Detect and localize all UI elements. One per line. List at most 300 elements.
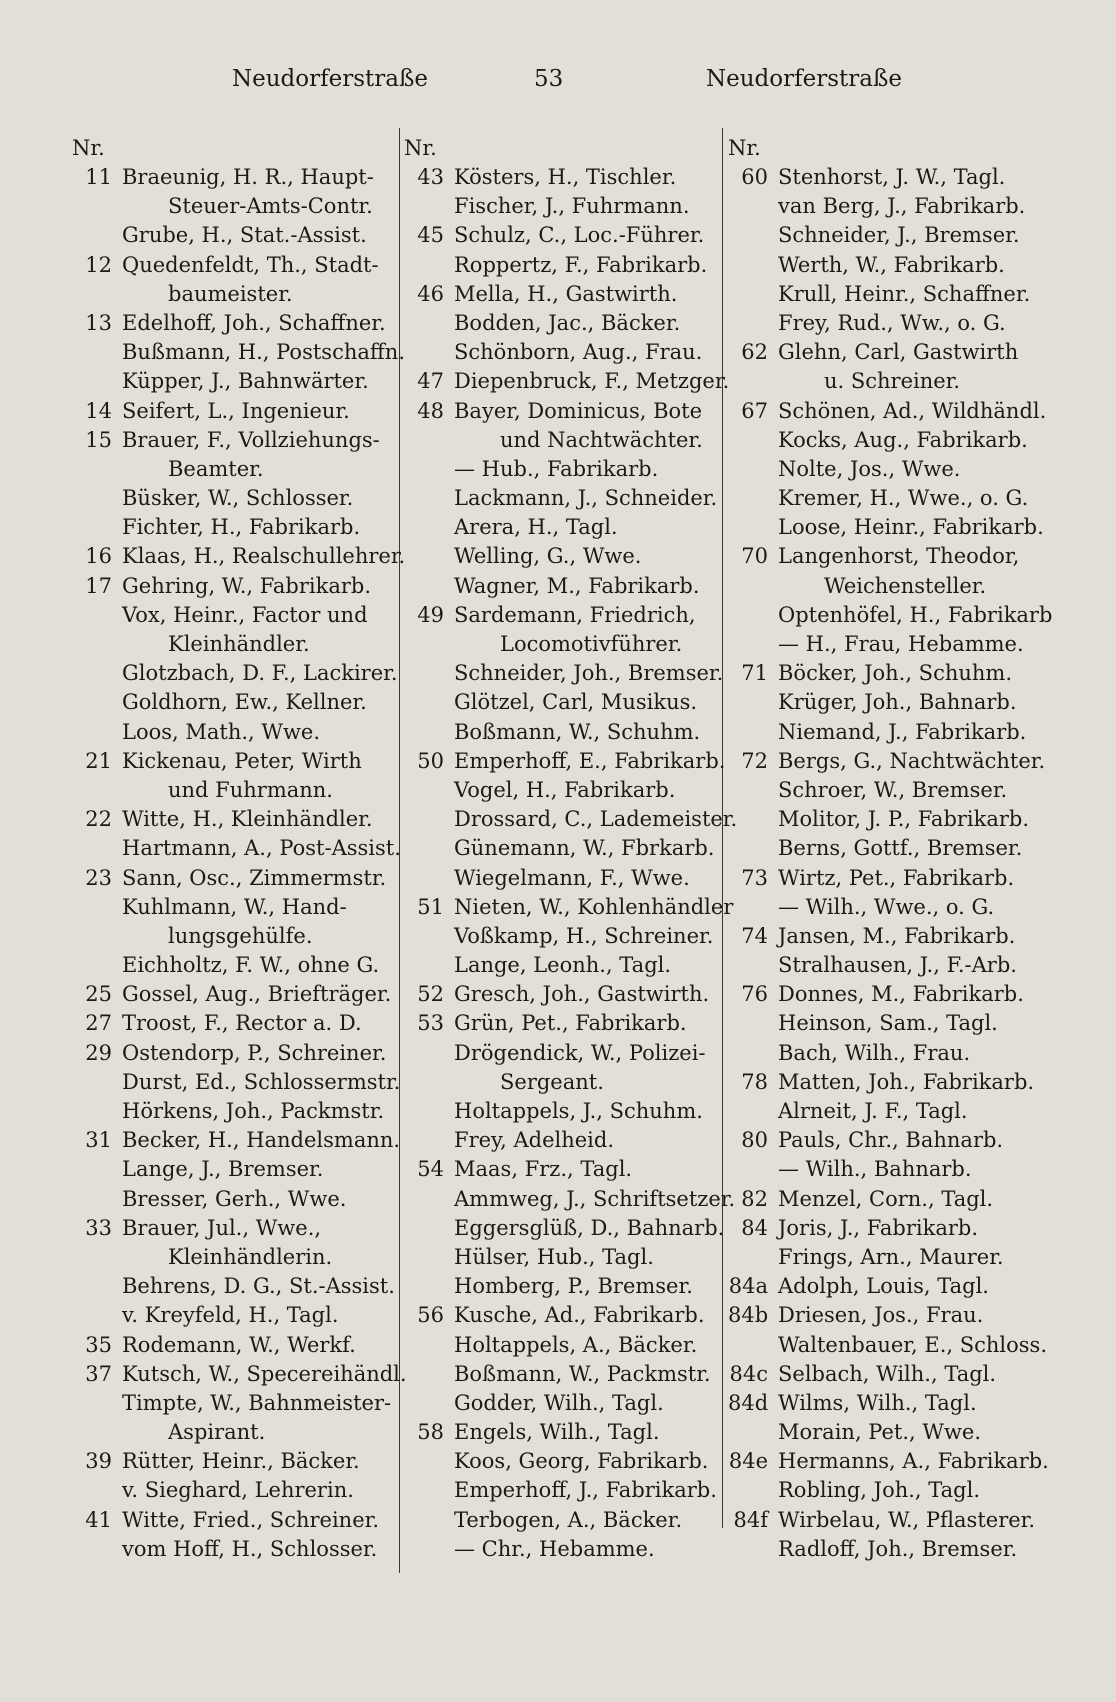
house-number: 22 <box>85 807 112 832</box>
resident-text: Optenhöfel, H., Fabrikarb <box>778 602 1053 627</box>
resident-text: Krull, Heinr., Schaffner. <box>778 281 1031 306</box>
directory-entry <box>728 1418 1068 1447</box>
directory-entry <box>404 834 734 863</box>
directory-entry <box>72 1476 402 1505</box>
directory-entry <box>404 1535 734 1564</box>
resident-text: Nolte, Jos., Wwe. <box>778 456 961 481</box>
directory-entry <box>404 1418 734 1447</box>
directory-entry <box>72 1097 402 1126</box>
directory-entry <box>728 163 1068 192</box>
resident-text: Molitor, J. P., Fabrikarb. <box>778 807 1030 832</box>
house-number: 29 <box>85 1040 112 1065</box>
resident-text: Holtappels, J., Schuhm. <box>454 1099 703 1123</box>
directory-entry <box>728 951 1068 980</box>
resident-text: Brauer, F., Vollziehungs- <box>122 427 380 452</box>
directory-entry <box>404 747 734 776</box>
directory-entry <box>404 1185 734 1214</box>
running-head-right: Neudorferstraße <box>706 66 902 92</box>
directory-entry <box>728 688 1068 717</box>
directory-entry <box>728 1389 1068 1418</box>
resident-text: Schroer, W., Bremser. <box>778 777 1008 802</box>
resident-text: Gresch, Joh., Gastwirth. <box>454 982 710 1007</box>
resident-text: Homberg, P., Bremser. <box>454 1274 693 1299</box>
directory-entry <box>728 1155 1068 1184</box>
resident-text: Wirtz, Pet., Fabrikarb. <box>778 865 1015 890</box>
directory-entry <box>728 280 1068 309</box>
resident-text: Hörkens, Joh., Packmstr. <box>122 1099 385 1123</box>
resident-text: und Nachtwächter. <box>500 427 703 452</box>
directory-entry <box>728 484 1068 513</box>
resident-text: Fischer, J., Fuhrmann. <box>454 194 690 219</box>
resident-text: v. Sieghard, Lehrerin. <box>122 1478 354 1503</box>
resident-text: Stralhausen, J., F.-Arb. <box>778 953 1017 978</box>
resident-text: Wirbelau, W., Pflasterer. <box>778 1507 1036 1532</box>
house-number: 76 <box>741 982 768 1007</box>
resident-text: Godder, Wilh., Tagl. <box>454 1390 664 1415</box>
resident-text: Grün, Pet., Fabrikarb. <box>454 1011 687 1036</box>
resident-text: Driesen, Jos., Frau. <box>778 1303 984 1328</box>
resident-text: Radloff, Joh., Bremser. <box>778 1536 1018 1561</box>
resident-text: Kremer, H., Wwe., o. G. <box>778 486 1029 511</box>
resident-text: Kusche, Ad., Fabrikarb. <box>454 1303 705 1328</box>
directory-entry <box>404 513 734 542</box>
resident-text: Goldhorn, Ew., Kellner. <box>122 690 367 715</box>
resident-text: Schönen, Ad., Wildhändl. <box>778 398 1047 423</box>
directory-entry <box>728 455 1068 484</box>
directory-entry <box>728 251 1068 280</box>
resident-text: Eichholtz, F. W., ohne G. <box>122 953 380 978</box>
directory-entry <box>72 776 402 805</box>
directory-entry <box>404 922 734 951</box>
resident-text: Glehn, Carl, Gastwirth <box>778 340 1019 365</box>
directory-entry <box>72 601 402 630</box>
resident-text: Boßmann, W., Packmstr. <box>454 1361 711 1386</box>
resident-text: Rütter, Heinr., Bäcker. <box>122 1449 360 1474</box>
directory-entry <box>72 1418 402 1447</box>
directory-entry <box>728 834 1068 863</box>
directory-entry <box>404 163 734 192</box>
directory-entry <box>404 221 734 250</box>
directory-entry <box>404 864 734 893</box>
resident-text: Emperhoff, E., Fabrikarb. <box>454 748 726 773</box>
resident-text: — Wilh., Wwe., o. G. <box>778 894 995 919</box>
house-number: 17 <box>85 573 112 598</box>
resident-text: Loose, Heinr., Fabrikarb. <box>778 515 1044 540</box>
directory-entry <box>72 542 406 571</box>
directory-entry <box>728 922 1068 951</box>
resident-text: Kutsch, W., Specereihändl. <box>122 1361 407 1386</box>
resident-text: Voßkamp, H., Schreiner. <box>454 923 714 948</box>
resident-text: Emperhoff, J., Fabrikarb. <box>454 1478 717 1503</box>
directory-entry <box>72 1301 402 1330</box>
directory-entry <box>72 484 402 513</box>
house-number: 43 <box>417 165 444 189</box>
directory-entry <box>72 980 402 1009</box>
directory-entry <box>404 659 734 688</box>
resident-text: Terbogen, A., Bäcker. <box>454 1507 683 1532</box>
directory-entry <box>72 1039 402 1068</box>
resident-text: Drossard, C., Lademeister. <box>454 807 738 832</box>
directory-entry <box>72 630 402 659</box>
resident-text: Vox, Heinr., Factor und <box>122 602 368 627</box>
resident-text: Heinson, Sam., Tagl. <box>778 1011 998 1036</box>
resident-text: Eggersglüß, D., Bahnarb. <box>454 1215 725 1240</box>
directory-entry <box>728 1360 1068 1389</box>
directory-entry <box>728 1126 1068 1155</box>
resident-text: Langenhorst, Theodor, <box>778 544 1020 569</box>
house-number: 56 <box>417 1303 444 1328</box>
directory-entry <box>728 1447 1068 1476</box>
resident-text: Robling, Joh., Tagl. <box>778 1478 980 1503</box>
resident-text: Boßmann, W., Schuhm. <box>454 719 701 744</box>
resident-text: — H., Frau, Hebamme. <box>778 632 1024 656</box>
resident-text: Schönborn, Aug., Frau. <box>454 340 703 365</box>
directory-entry <box>728 776 1068 805</box>
directory-entry <box>72 1243 402 1272</box>
house-number: 37 <box>85 1361 112 1386</box>
resident-text: Adolph, Louis, Tagl. <box>778 1274 989 1299</box>
directory-entry <box>404 688 734 717</box>
directory-entry <box>404 1039 734 1068</box>
directory-entry <box>728 1214 1068 1243</box>
resident-text: u. Schreiner. <box>824 369 961 394</box>
resident-text: Menzel, Corn., Tagl. <box>778 1186 994 1211</box>
directory-entry <box>72 455 402 484</box>
house-number: 67 <box>741 398 768 423</box>
resident-text: Hermanns, A., Fabrikarb. <box>778 1449 1049 1474</box>
directory-entry <box>72 163 402 192</box>
directory-entry <box>72 1009 402 1038</box>
house-number: 12 <box>85 252 112 277</box>
directory-entry <box>72 1360 407 1389</box>
resident-text: Timpte, W., Bahnmeister- <box>122 1390 392 1415</box>
house-number: 45 <box>417 223 444 248</box>
directory-entry <box>404 1243 734 1272</box>
directory-entry <box>728 980 1068 1009</box>
directory-entry <box>72 280 402 309</box>
resident-text: Engels, Wilh., Tagl. <box>454 1420 660 1445</box>
directory-entry <box>404 192 734 221</box>
resident-text: lungsgehülfe. <box>168 923 313 948</box>
resident-text: Sardemann, Friedrich, <box>454 602 696 627</box>
directory-entry <box>72 951 402 980</box>
directory-entry <box>404 601 734 630</box>
directory-entry <box>72 221 402 250</box>
directory-entry <box>72 426 402 455</box>
directory-entry <box>72 1126 402 1155</box>
resident-text: Klaas, H., Realschullehrer. <box>122 544 406 569</box>
directory-entry <box>72 1272 402 1301</box>
resident-text: Günemann, W., Fbrkarb. <box>454 836 715 861</box>
directory-entry <box>404 1009 734 1038</box>
directory-entry <box>72 1506 402 1535</box>
resident-text: Berns, Gottf., Bremser. <box>778 836 1023 861</box>
directory-entry <box>728 367 1068 396</box>
directory-entry <box>72 1068 402 1097</box>
resident-text: — Chr., Hebamme. <box>454 1536 655 1561</box>
resident-text: Bresser, Gerh., Wwe. <box>122 1186 347 1211</box>
house-number: 39 <box>85 1449 112 1474</box>
resident-text: Hartmann, A., Post-Assist. <box>122 836 401 861</box>
resident-text: Frey, Adelheid. <box>454 1128 615 1153</box>
house-number: 27 <box>85 1011 112 1036</box>
resident-text: v. Kreyfeld, H., Tagl. <box>122 1303 339 1328</box>
directory-entry <box>728 221 1068 250</box>
resident-text: Mella, H., Gastwirth. <box>454 281 678 306</box>
directory-entry <box>404 367 734 396</box>
house-number: 84a <box>728 1274 768 1299</box>
resident-text: Rodemann, W., Werkf. <box>122 1332 356 1357</box>
resident-text: Diepenbruck, F., Metzger. <box>454 369 730 394</box>
directory-entry <box>72 922 402 951</box>
page-number: 53 <box>534 66 564 92</box>
resident-text: Küpper, J., Bahnwärter. <box>122 369 369 394</box>
directory-entry <box>728 1185 1068 1214</box>
resident-text: Böcker, Joh., Schuhm. <box>778 661 1012 686</box>
resident-text: Lange, Leonh., Tagl. <box>454 953 672 978</box>
directory-entry <box>404 630 734 659</box>
resident-text: Sergeant. <box>500 1069 604 1094</box>
directory-entry <box>404 776 734 805</box>
directory-entry <box>404 251 734 280</box>
directory-entry <box>72 397 402 426</box>
directory-entry <box>728 542 1068 571</box>
directory-entry <box>404 718 734 747</box>
resident-text: Koos, Georg, Fabrikarb. <box>454 1449 709 1474</box>
directory-entry <box>728 864 1068 893</box>
resident-text: Ostendorp, P., Schreiner. <box>122 1040 387 1065</box>
resident-text: Pauls, Chr., Bahnarb. <box>778 1128 1004 1153</box>
house-number: 13 <box>85 310 112 335</box>
directory-entry <box>72 572 402 601</box>
house-number: 84f <box>733 1507 768 1532</box>
resident-text: Büsker, W., Schlosser. <box>122 486 354 511</box>
house-number: 35 <box>85 1332 112 1357</box>
house-number: 25 <box>85 982 112 1007</box>
house-number: 46 <box>417 281 444 306</box>
resident-text: baumeister. <box>168 281 293 306</box>
resident-text: Kösters, H., Tischler. <box>454 165 677 189</box>
directory-entry <box>404 455 734 484</box>
resident-text: Gehring, W., Fabrikarb. <box>122 573 372 598</box>
house-number: 84c <box>729 1361 768 1386</box>
directory-entry <box>404 572 734 601</box>
directory-entry <box>728 397 1068 426</box>
directory-entry <box>728 1097 1068 1126</box>
resident-text: Donnes, M., Fabrikarb. <box>778 982 1024 1007</box>
directory-entry <box>728 1331 1068 1360</box>
directory-entry <box>404 397 734 426</box>
resident-text: Jansen, M., Fabrikarb. <box>778 923 1016 948</box>
directory-entry <box>728 338 1068 367</box>
directory-entry <box>404 1097 734 1126</box>
page-header <box>0 66 1116 106</box>
resident-text: Werth, W., Fabrikarb. <box>778 252 1005 277</box>
house-number: 70 <box>741 544 768 569</box>
resident-text: vom Hoff, H., Schlosser. <box>122 1536 378 1561</box>
resident-text: van Berg, J., Fabrikarb. <box>778 194 1026 219</box>
resident-text: Witte, Fried., Schreiner. <box>122 1507 380 1532</box>
directory-entry <box>72 309 402 338</box>
directory-entry <box>728 1301 1068 1330</box>
resident-text: Becker, H., Handelsmann. <box>122 1128 401 1153</box>
resident-text: Quedenfeldt, Th., Stadt- <box>122 252 379 277</box>
resident-text: Lange, J., Bremser. <box>122 1157 324 1182</box>
directory-entry <box>72 367 402 396</box>
directory-entry <box>728 1476 1068 1505</box>
house-number: 84b <box>728 1303 769 1328</box>
house-number: 21 <box>85 748 112 773</box>
resident-text: Krüger, Joh., Bahnarb. <box>778 690 1017 715</box>
directory-entry <box>404 542 734 571</box>
house-number: 82 <box>741 1186 768 1211</box>
resident-text: und Fuhrmann. <box>168 777 333 802</box>
house-number: 62 <box>741 340 768 365</box>
directory-entry <box>728 630 1068 659</box>
house-number: 72 <box>741 748 768 773</box>
resident-text: Roppertz, F., Fabrikarb. <box>454 252 708 277</box>
resident-text: Aspirant. <box>168 1420 266 1445</box>
directory-entry <box>72 513 402 542</box>
house-number: 73 <box>741 865 768 890</box>
resident-text: Bayer, Dominicus, Bote <box>454 398 703 423</box>
resident-text: Welling, G., Wwe. <box>454 544 642 569</box>
house-number: 16 <box>85 544 112 569</box>
directory-column-3 <box>728 133 1068 1564</box>
house-number: 49 <box>417 602 444 627</box>
directory-entry <box>72 718 402 747</box>
resident-text: Wiegelmann, F., Wwe. <box>454 865 690 890</box>
house-number: 84d <box>728 1390 769 1415</box>
directory-column-1 <box>72 133 407 1564</box>
directory-entry <box>404 1272 734 1301</box>
resident-text: Edelhoff, Joh., Schaffner. <box>122 310 386 335</box>
house-number: 52 <box>417 982 444 1007</box>
resident-text: Kleinhändler. <box>168 632 310 656</box>
resident-text: Kocks, Aug., Fabrikarb. <box>778 427 1028 452</box>
resident-text: Fichter, H., Fabrikarb. <box>122 515 361 540</box>
directory-entry <box>404 338 734 367</box>
house-number: 47 <box>417 369 444 394</box>
directory-entry <box>72 747 402 776</box>
directory-column-2 <box>404 133 738 1564</box>
house-number: 50 <box>417 748 444 773</box>
house-number: 33 <box>85 1215 112 1240</box>
directory-entry <box>728 1039 1068 1068</box>
resident-text: — Hub., Fabrikarb. <box>454 456 659 481</box>
directory-entry <box>72 834 402 863</box>
resident-text: Schneider, Joh., Bremser. <box>454 661 724 686</box>
directory-entry <box>728 601 1068 630</box>
directory-entry <box>728 1506 1068 1535</box>
house-number: 15 <box>85 427 112 452</box>
resident-text: Sann, Osc., Zimmermstr. <box>122 865 387 890</box>
resident-text: Niemand, J., Fabrikarb. <box>778 719 1027 744</box>
resident-text: Bußmann, H., Postschaffn. <box>122 340 405 365</box>
directory-entry <box>72 1389 402 1418</box>
resident-text: Hülser, Hub., Tagl. <box>454 1244 654 1269</box>
directory-entry <box>72 1185 402 1214</box>
directory-entry <box>404 1476 734 1505</box>
resident-text: Witte, H., Kleinhändler. <box>122 807 373 832</box>
directory-entry <box>72 893 402 922</box>
directory-entry <box>404 1155 734 1184</box>
resident-text: Bach, Wilh., Frau. <box>778 1040 971 1065</box>
resident-text: Beamter. <box>168 456 264 481</box>
directory-entry <box>72 659 402 688</box>
column-header-nr: Nr. <box>404 136 437 160</box>
resident-text: Glotzbach, D. F., Lackirer. <box>122 661 398 686</box>
resident-text: Bergs, G., Nachtwächter. <box>778 748 1046 773</box>
resident-text: Arera, H., Tagl. <box>454 515 618 540</box>
directory-entry <box>404 1126 734 1155</box>
directory-entry <box>404 309 734 338</box>
directory-entry <box>404 1447 734 1476</box>
resident-text: — Wilh., Bahnarb. <box>778 1157 972 1182</box>
resident-text: Kleinhändlerin. <box>168 1244 333 1269</box>
house-number: 60 <box>741 165 768 189</box>
directory-entry <box>728 805 1068 834</box>
directory-entry <box>728 893 1068 922</box>
directory-entry <box>404 1389 734 1418</box>
resident-text: Steuer-Amts-Contr. <box>168 194 373 219</box>
directory-entry <box>404 1331 734 1360</box>
resident-text: Kuhlmann, W., Hand- <box>122 894 347 919</box>
directory-entry <box>404 1214 734 1243</box>
directory-entry <box>728 1068 1068 1097</box>
resident-text: Lackmann, J., Schneider. <box>454 486 718 511</box>
directory-entry <box>404 280 734 309</box>
directory-entry <box>728 309 1068 338</box>
resident-text: Joris, J., Fabrikarb. <box>778 1215 979 1240</box>
resident-text: Frey, Rud., Ww., o. G. <box>778 310 1006 335</box>
resident-text: Maas, Frz., Tagl. <box>454 1157 633 1182</box>
directory-entry <box>728 659 1068 688</box>
house-number: 84 <box>741 1215 768 1240</box>
directory-entry <box>404 426 734 455</box>
resident-text: Grube, H., Stat.-Assist. <box>122 223 367 248</box>
house-number: 14 <box>85 398 112 423</box>
house-number: 48 <box>417 398 444 423</box>
house-number: 78 <box>741 1069 768 1094</box>
resident-text: Drögendick, W., Polizei- <box>454 1040 706 1065</box>
resident-text: Frings, Arn., Maurer. <box>778 1244 1004 1269</box>
house-number: 58 <box>417 1420 444 1445</box>
resident-text: Wilms, Wilh., Tagl. <box>778 1390 977 1415</box>
directory-entry <box>728 572 1068 601</box>
resident-text: Durst, Ed., Schlossermstr. <box>122 1069 401 1094</box>
house-number: 11 <box>85 165 112 189</box>
resident-text: Matten, Joh., Fabrikarb. <box>778 1069 1035 1094</box>
directory-entry <box>404 484 734 513</box>
directory-entry <box>72 1331 402 1360</box>
directory-entry <box>72 1535 402 1564</box>
house-number: 41 <box>85 1507 112 1532</box>
house-number: 80 <box>741 1128 768 1153</box>
directory-entry <box>404 1301 734 1330</box>
directory-entry <box>728 1272 1068 1301</box>
resident-text: Locomotivführer. <box>500 632 683 656</box>
house-number: 74 <box>741 923 768 948</box>
house-number: 53 <box>417 1011 444 1036</box>
directory-entry <box>728 747 1068 776</box>
resident-text: Braeunig, H. R., Haupt- <box>122 165 374 189</box>
house-number: 71 <box>741 661 768 686</box>
resident-text: Weichensteller. <box>824 573 987 598</box>
directory-entry <box>404 951 734 980</box>
resident-text: Schulz, C., Loc.-Führer. <box>454 223 705 248</box>
resident-text: Bodden, Jac., Bäcker. <box>454 310 681 335</box>
